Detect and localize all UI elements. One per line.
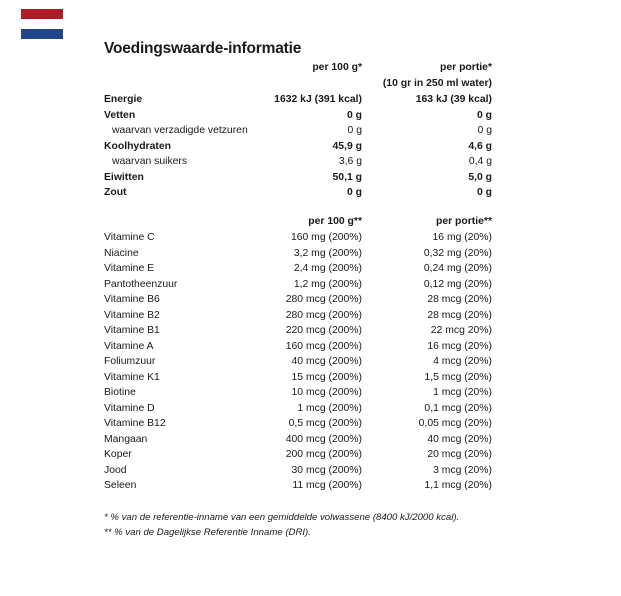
vitamin-row xyxy=(104,308,492,324)
flag-band-blue xyxy=(21,29,63,39)
vitamin-row xyxy=(104,292,492,308)
vitamin-name: Seleen xyxy=(104,480,137,491)
vitamin-per100-value: 220 mcg (200%) xyxy=(285,325,362,336)
vitamin-portion-value: 28 mcg (20%) xyxy=(427,309,492,321)
macro-portion-value: 5,0 g xyxy=(468,171,492,183)
macro-header-row xyxy=(104,60,492,76)
vitamin-portion-value: 28 mcg (20%) xyxy=(427,294,492,305)
vitamin-portion-value: 0,12 mg (20%) xyxy=(423,278,492,290)
vitamin-name: Mangaan xyxy=(104,433,148,445)
macro-row xyxy=(104,139,492,155)
vitamin-header-row xyxy=(104,214,492,230)
vitamin-portion-value: 4 mcg (20%) xyxy=(433,356,492,367)
macro-row xyxy=(104,108,492,124)
macro-row xyxy=(104,185,492,201)
netherlands-flag-icon xyxy=(21,9,63,39)
vitamin-name: Vitamine K1 xyxy=(104,371,160,383)
vitamin-per100-value: 200 mcg (200%) xyxy=(285,449,362,460)
macro-header-per100: per 100 g* xyxy=(312,62,362,73)
vitamin-name: Vitamine B2 xyxy=(104,309,160,321)
vitamin-row xyxy=(104,261,492,277)
vitamin-portion-value: 0,32 mg (20%) xyxy=(423,247,492,259)
vitamin-name: Vitamine D xyxy=(104,402,155,414)
macro-row xyxy=(104,170,492,186)
vitamin-per100-value: 1 mcg (200%) xyxy=(297,402,362,414)
footnote-1: * % van de referentie-inname van een gemiddelde volwassene (8400 kJ/2000 kcal). xyxy=(104,512,460,523)
vitamin-portion-value: 0,24 mg (20%) xyxy=(423,263,492,274)
vitamin-per100-value: 40 mcg (200%) xyxy=(291,356,362,367)
macro-row xyxy=(104,92,492,108)
vitamin-portion-value: 16 mg (20%) xyxy=(432,232,492,243)
macro-per100-value: 0 g xyxy=(346,109,362,121)
vitamin-row xyxy=(104,401,492,417)
vitamin-per100-value: 0,5 mcg (200%) xyxy=(288,418,362,429)
vitamin-row xyxy=(104,323,492,339)
vitamin-per100-value: 160 mcg (200%) xyxy=(285,340,362,352)
vitamin-name: Vitamine B1 xyxy=(104,325,160,336)
vitamin-name: Vitamine A xyxy=(104,340,154,352)
vitamin-per100-value: 400 mcg (200%) xyxy=(285,433,362,445)
macro-name: Zout xyxy=(104,187,127,198)
vitamin-name: Vitamine C xyxy=(104,232,155,243)
vitamin-row xyxy=(104,370,492,386)
macro-per100-value: 0 g xyxy=(346,187,362,198)
vitamin-row xyxy=(104,478,492,494)
macro-per100-value: 50,1 g xyxy=(332,171,362,183)
vitamin-portion-value: 3 mcg (20%) xyxy=(433,464,492,476)
vitamin-portion-value: 40 mcg (20%) xyxy=(427,433,492,445)
macro-per100-value: 1632 kJ (391 kcal) xyxy=(274,94,362,105)
vitamin-portion-value: 1 mcg (20%) xyxy=(433,387,492,398)
vitamin-row xyxy=(104,246,492,262)
vitamin-name: Vitamine B6 xyxy=(104,294,160,305)
macro-per100-value: 45,9 g xyxy=(332,140,362,152)
macro-header-portion: per portie* xyxy=(440,62,492,73)
vitamin-row xyxy=(104,463,492,479)
vitamin-row xyxy=(104,230,492,246)
vitamin-row xyxy=(104,385,492,401)
vitamin-per100-value: 11 mcg (200%) xyxy=(292,480,362,491)
vitamin-per100-value: 1,2 mg (200%) xyxy=(293,278,362,290)
flag-band-white xyxy=(21,19,63,29)
macro-name: Vetten xyxy=(104,109,136,121)
page-title: Voedingswaarde-informatie xyxy=(104,40,302,57)
vitamin-row xyxy=(104,354,492,370)
vitamin-name: Niacine xyxy=(104,247,139,259)
macro-per100-value: 3,6 g xyxy=(338,156,362,167)
vitamin-row xyxy=(104,416,492,432)
macro-portion-value: 163 kJ (39 kcal) xyxy=(415,94,492,105)
vitamin-portion-value: 22 mcg 20%) xyxy=(430,325,492,336)
macro-name: Energie xyxy=(104,94,143,105)
vitamin-portion-value: 16 mcg (20%) xyxy=(427,340,492,352)
vitamin-name: Pantotheenzuur xyxy=(104,278,178,290)
vitamin-header-portion: per portie** xyxy=(435,216,492,227)
vitamin-per100-value: 3,2 mg (200%) xyxy=(293,247,362,259)
vitamin-name: Jood xyxy=(104,464,127,476)
macro-per100-value: 0 g xyxy=(347,125,362,136)
vitamin-row xyxy=(104,447,492,463)
macro-portion-value: 0 g xyxy=(476,187,492,198)
macro-portion-value: 0,4 g xyxy=(468,156,492,167)
macro-name: Eiwitten xyxy=(104,171,144,183)
vitamin-header-per100: per 100 g** xyxy=(308,216,362,227)
macro-portion-value: 0 g xyxy=(477,125,492,136)
vitamin-per100-value: 280 mcg (200%) xyxy=(285,309,362,321)
macro-portion-value: 0 g xyxy=(476,109,492,121)
flag-band-red xyxy=(21,9,63,19)
vitamin-per100-value: 10 mcg (200%) xyxy=(291,387,362,398)
vitamin-name: Vitamine B12 xyxy=(104,418,166,429)
vitamin-per100-value: 30 mcg (200%) xyxy=(291,464,362,476)
footnote-2: ** % van de Dagelijkse Referentie Inname (DRI). xyxy=(104,527,311,538)
vitamin-portion-value: 1,5 mcg (20%) xyxy=(424,371,492,383)
macro-portion-value: 4,6 g xyxy=(468,140,492,152)
macro-row xyxy=(104,123,492,139)
vitamin-portion-value: 1,1 mcg (20%) xyxy=(424,480,492,491)
vitamin-row xyxy=(104,277,492,293)
macro-header-subrow xyxy=(104,76,492,92)
vitamin-per100-value: 15 mcg (200%) xyxy=(291,371,362,383)
vitamin-row xyxy=(104,339,492,355)
vitamin-portion-value: 0,1 mcg (20%) xyxy=(424,402,492,414)
vitamin-portion-value: 0,05 mcg (20%) xyxy=(418,418,492,429)
vitamin-row xyxy=(104,432,492,448)
vitamin-name: Biotine xyxy=(104,387,136,398)
vitamin-per100-value: 160 mg (200%) xyxy=(290,232,362,243)
vitamin-name: Foliumzuur xyxy=(104,356,156,367)
macro-name: waarvan suikers xyxy=(112,156,188,167)
vitamin-per100-value: 2,4 mg (200%) xyxy=(293,263,362,274)
vitamin-per100-value: 280 mcg (200%) xyxy=(285,294,362,305)
vitamin-portion-value: 20 mcg (20%) xyxy=(427,449,492,460)
vitamin-name: Vitamine E xyxy=(104,263,155,274)
macro-name: Koolhydraten xyxy=(104,140,171,152)
macro-header-portion-sub: (10 gr in 250 ml water) xyxy=(382,78,492,89)
macro-row xyxy=(104,154,492,170)
macro-name: waarvan verzadigde vetzuren xyxy=(112,125,248,136)
vitamin-name: Koper xyxy=(104,449,132,460)
